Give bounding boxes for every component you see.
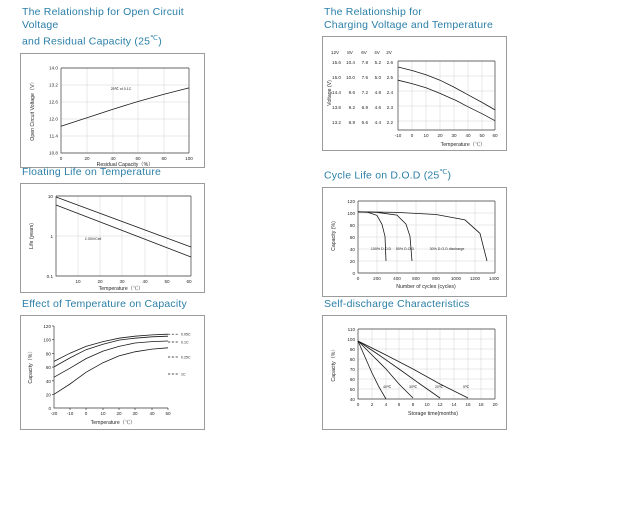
svg-text:5.0: 5.0 [374, 75, 381, 80]
svg-text:18: 18 [478, 402, 484, 407]
svg-text:40: 40 [149, 411, 155, 416]
annotation-6b: 30℃ [409, 385, 418, 389]
svg-text:40: 40 [465, 133, 471, 138]
svg-text:80: 80 [45, 351, 51, 357]
panel-self-discharge [322, 298, 514, 430]
svg-text:15.6: 15.6 [332, 60, 341, 65]
svg-text:120: 120 [347, 198, 355, 204]
ytick-col-2v [387, 60, 394, 125]
svg-text:1000: 1000 [450, 275, 462, 281]
chart-ocv-residual-capacity [20, 53, 205, 168]
chart-floating-life-temperature [20, 183, 205, 293]
svg-text:9.2: 9.2 [348, 105, 355, 110]
chart-charging-voltage-temperature [322, 36, 507, 151]
svg-text:100: 100 [185, 155, 193, 161]
ylabel-6: Capacity（%） [331, 346, 337, 382]
svg-text:80: 80 [349, 222, 355, 228]
yticklabels-1 [49, 65, 58, 155]
svg-text:80: 80 [349, 357, 355, 362]
svg-text:14: 14 [451, 402, 457, 407]
svg-text:110: 110 [347, 327, 355, 332]
panel-title-1-line1: The Relationship for Open Circuit Voltage [22, 6, 184, 31]
svg-text:60: 60 [186, 279, 192, 284]
annotation-6a: 40℃ [383, 385, 392, 389]
yticklabels-5 [43, 324, 51, 411]
svg-text:20: 20 [437, 133, 443, 138]
svg-text:100: 100 [347, 210, 355, 216]
svg-text:0: 0 [59, 155, 63, 161]
chart-svg-2 [323, 37, 506, 150]
yticklabels-3 [47, 194, 54, 279]
panel-temperature-capacity [20, 298, 212, 430]
ylabel-1: Open Circuit Voltage（V） [30, 78, 36, 141]
svg-text:12.0: 12.0 [49, 116, 58, 122]
svg-text:400: 400 [393, 275, 401, 281]
panel-title-2-line1: The Relationship for [324, 6, 422, 18]
svg-text:60: 60 [492, 133, 498, 138]
panel-title-1-sup: ℃ [150, 35, 159, 42]
svg-text:13.2: 13.2 [49, 82, 58, 88]
ylabel-4: Capacity (%) [331, 220, 337, 251]
xlabel-6: Storage time(months) [408, 411, 458, 417]
svg-text:4.6: 4.6 [374, 105, 381, 110]
svg-text:0: 0 [84, 411, 88, 416]
ytick-col-8v [346, 60, 355, 125]
svg-text:6.6: 6.6 [361, 120, 368, 125]
svg-text:0: 0 [356, 275, 360, 281]
chart-svg-5 [21, 316, 204, 429]
svg-text:11.4: 11.4 [49, 133, 58, 139]
svg-text:2.4: 2.4 [386, 90, 393, 95]
svg-text:13.2: 13.2 [332, 120, 341, 125]
panel-title-4-tail: ) [447, 169, 452, 182]
svg-text:40: 40 [349, 397, 355, 402]
svg-text:1200: 1200 [469, 275, 481, 281]
panel-title-4 [324, 166, 514, 183]
ytick-headers-2 [331, 50, 393, 55]
svg-text:2: 2 [370, 402, 374, 407]
panel-title-1-tail: ) [158, 35, 162, 48]
svg-text:20: 20 [97, 279, 103, 284]
svg-text:12V: 12V [330, 50, 340, 55]
xticklabels-3 [75, 279, 192, 284]
svg-text:12.6: 12.6 [49, 99, 58, 105]
svg-text:-10: -10 [66, 411, 74, 416]
ylabel-5: Capacity（%） [28, 348, 34, 384]
legend-label-0: 0.05C [181, 332, 191, 337]
gridlines-1 [61, 68, 189, 153]
svg-text:1400: 1400 [488, 275, 500, 281]
chart-svg-4 [323, 188, 506, 296]
chart-cycle-life-dod [322, 187, 507, 297]
xlabel-1: Residual Capacity（%） [96, 161, 154, 167]
svg-text:60: 60 [349, 234, 355, 240]
ylabel-3: Life (years) [29, 223, 35, 249]
annotation-4a: 100% D.O.D [370, 246, 392, 251]
svg-text:6V: 6V [361, 50, 367, 55]
svg-text:8.8: 8.8 [348, 120, 355, 125]
svg-text:70: 70 [349, 367, 355, 372]
yticklabels-6 [347, 327, 355, 402]
svg-text:60: 60 [45, 365, 51, 371]
legend-label-1: 0.1C [181, 340, 189, 345]
svg-text:60: 60 [135, 155, 141, 161]
svg-text:10.4: 10.4 [346, 60, 355, 65]
svg-text:0: 0 [356, 402, 360, 407]
xticklabels-1 [60, 156, 194, 161]
svg-text:10: 10 [75, 279, 81, 284]
panel-title-1 [22, 6, 212, 49]
panel-title-6-line1: Self-discharge Characteristics [324, 298, 470, 310]
svg-text:0: 0 [352, 270, 355, 276]
svg-text:7.5: 7.5 [361, 75, 368, 80]
gridlines-3 [56, 196, 191, 276]
xticklabels-2 [395, 133, 498, 138]
panel-cycle-life-dod [322, 166, 514, 297]
ylabel-2: Voltage (V) [327, 80, 333, 106]
svg-text:14.0: 14.0 [49, 65, 58, 71]
panel-title-5 [22, 298, 212, 311]
panel-title-2-line2: Charging Voltage and Temperature [324, 19, 494, 31]
svg-text:12: 12 [437, 402, 443, 407]
svg-text:10: 10 [424, 402, 430, 407]
svg-text:7.2: 7.2 [361, 90, 368, 95]
svg-text:4: 4 [384, 402, 388, 407]
svg-text:2.6: 2.6 [386, 60, 393, 65]
svg-text:1: 1 [50, 234, 53, 239]
svg-text:8V: 8V [347, 50, 353, 55]
svg-text:9.6: 9.6 [348, 90, 355, 95]
svg-text:2V: 2V [386, 50, 392, 55]
annotation-6d: 5℃ [463, 385, 470, 389]
svg-text:0.1: 0.1 [46, 274, 53, 279]
svg-text:8: 8 [411, 402, 415, 407]
chart-temperature-capacity [20, 315, 205, 430]
svg-text:16: 16 [465, 402, 471, 407]
svg-text:90: 90 [349, 347, 355, 352]
svg-text:6: 6 [397, 402, 401, 407]
panel-title-4-sup: ℃ [439, 169, 448, 176]
svg-text:13.8: 13.8 [332, 105, 341, 110]
panel-ocv-residual-capacity [20, 6, 212, 168]
panel-title-2 [324, 6, 514, 32]
svg-text:6.9: 6.9 [361, 105, 368, 110]
svg-text:40: 40 [142, 279, 148, 284]
svg-text:4.4: 4.4 [374, 120, 381, 125]
svg-text:600: 600 [412, 275, 420, 281]
panel-title-3 [22, 166, 212, 179]
svg-text:120: 120 [43, 324, 51, 329]
svg-text:50: 50 [479, 133, 485, 138]
ytick-col-4v [375, 60, 382, 125]
svg-text:20: 20 [116, 411, 122, 416]
xlabel-4: Number of cycles (cycles) [396, 283, 456, 290]
svg-text:50: 50 [165, 411, 171, 416]
annotation-1: 25℃ of 0.1C [110, 86, 132, 91]
svg-text:40: 40 [110, 155, 116, 161]
svg-text:50: 50 [349, 387, 355, 392]
svg-text:40: 40 [45, 378, 51, 384]
svg-text:0: 0 [48, 406, 51, 412]
panel-title-5-line1: Effect of Temperature on Capacity [22, 298, 187, 310]
panel-charging-voltage-temperature [322, 6, 514, 151]
ytick-col-6v [362, 60, 369, 125]
annotation-3: 2.30V/Cell [84, 237, 102, 241]
gridlines-2 [398, 61, 495, 130]
xlabel-3: Temperature（℃） [98, 286, 144, 292]
annotation-4c: 30% D.O.D discharge [429, 246, 465, 251]
xticklabels-5 [51, 411, 171, 416]
svg-text:200: 200 [373, 275, 381, 281]
svg-text:20: 20 [84, 155, 90, 161]
panel-title-1-line2: and Residual Capacity (25 [22, 35, 151, 48]
svg-text:5.2: 5.2 [374, 60, 381, 65]
yticklabels-4 [347, 199, 355, 276]
svg-text:-20: -20 [50, 411, 58, 416]
annotation-6c: 20℃ [435, 385, 444, 389]
legend-label-2: 0.25C [181, 355, 191, 360]
svg-text:4V: 4V [374, 50, 380, 55]
chart-self-discharge [322, 315, 507, 430]
svg-text:60: 60 [349, 377, 355, 382]
svg-text:20: 20 [492, 402, 498, 407]
svg-text:20: 20 [45, 392, 51, 398]
svg-text:10: 10 [100, 411, 106, 416]
svg-text:10: 10 [423, 133, 429, 138]
panel-title-3-line1: Floating Life on Temperature [22, 166, 162, 178]
svg-text:30: 30 [451, 133, 457, 138]
svg-text:20: 20 [349, 258, 355, 264]
xlabel-5: Temperature（℃） [90, 420, 136, 426]
legend-5 [168, 333, 191, 377]
svg-text:30: 30 [119, 279, 125, 284]
xticklabels-4 [357, 276, 500, 281]
chart-svg-1 [21, 54, 204, 167]
panel-title-4-line1: Cycle Life on D.O.D (25 [324, 169, 440, 182]
svg-text:15.0: 15.0 [332, 75, 341, 80]
svg-text:2.2: 2.2 [386, 120, 393, 125]
chart-svg-3 [21, 184, 204, 292]
chart-svg-6 [323, 316, 506, 429]
svg-text:10.0: 10.0 [346, 75, 355, 80]
svg-text:10.8: 10.8 [49, 150, 58, 156]
svg-text:100: 100 [43, 337, 51, 343]
xticklabels-6 [357, 402, 498, 407]
svg-text:2.3: 2.3 [386, 105, 393, 110]
panel-title-6 [324, 298, 514, 311]
ytick-col-12v [332, 60, 341, 125]
svg-text:-10: -10 [394, 133, 402, 138]
svg-text:80: 80 [161, 155, 167, 161]
svg-text:2.5: 2.5 [386, 75, 393, 80]
svg-text:10: 10 [47, 194, 53, 199]
svg-text:50: 50 [164, 279, 170, 284]
svg-text:100: 100 [347, 337, 355, 342]
legend-label-3: 1C [181, 372, 186, 377]
svg-text:7.8: 7.8 [361, 60, 368, 65]
panel-floating-life-temperature [20, 166, 212, 293]
svg-text:14.4: 14.4 [332, 90, 341, 95]
annotation-4b: 50% D.O.D [395, 246, 415, 251]
svg-text:4.8: 4.8 [374, 90, 381, 95]
svg-text:40: 40 [349, 246, 355, 252]
xlabel-2: Temperature（℃） [440, 142, 486, 148]
svg-text:800: 800 [432, 275, 440, 281]
svg-text:30: 30 [132, 411, 138, 416]
svg-text:0: 0 [410, 133, 414, 138]
